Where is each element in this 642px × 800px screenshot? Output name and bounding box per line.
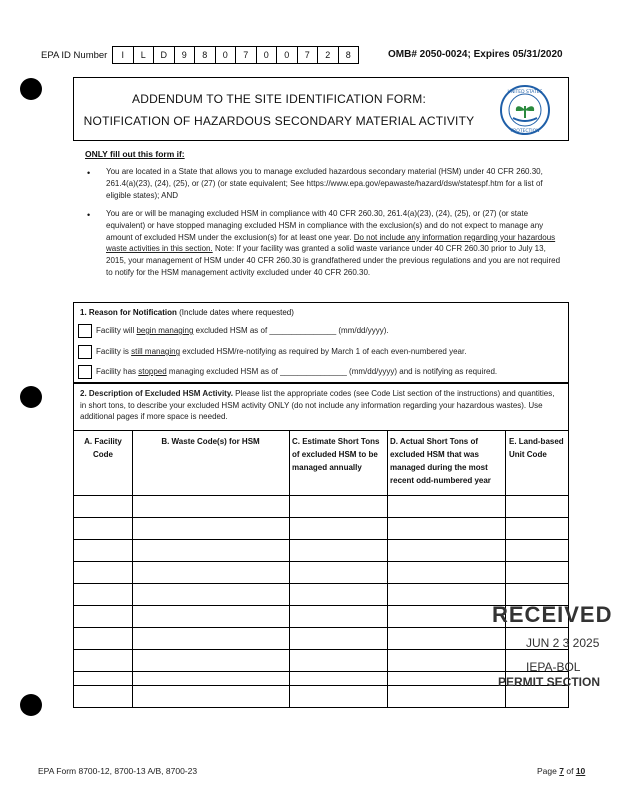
epa-id-char: 9 bbox=[175, 47, 196, 63]
epa-id-char: 7 bbox=[236, 47, 257, 63]
epa-id-char: L bbox=[134, 47, 155, 63]
instruction-bullet-1: You are located in a State that allows you to manage excluded hazardous secondary material (HSM) under 40 CFR 260.30, 261.4(a)(23), (24), (25), or (27) (or state equivalent; See https://www.epa.gov/epawaste/hazard/dsw/statespf.htm for a list of eligible states); AND bbox=[106, 167, 543, 200]
checkbox-stopped-managing[interactable] bbox=[78, 365, 92, 379]
epa-id-char: 8 bbox=[345, 50, 351, 60]
checkbox-begin-managing[interactable] bbox=[78, 324, 92, 338]
epa-seal-icon bbox=[499, 84, 551, 136]
form-number: EPA Form 8700-12, 8700-13 A/B, 8700-23 bbox=[38, 766, 198, 776]
option-stopped-managing-label: Facility has stopped managing excluded HSM as of _______________ (mm/dd/yyyy) and is notifying as required. bbox=[96, 367, 498, 376]
epa-id-char: 0 bbox=[277, 47, 298, 63]
section-hsm-activity bbox=[73, 382, 569, 708]
epa-id-char: 8 bbox=[195, 47, 216, 63]
col-header-actual-tons: D. Actual Short Tons of excluded HSM that was managed during the most recent odd-numbered year bbox=[390, 437, 491, 485]
title-line-1: ADDENDUM TO THE SITE IDENTIFICATION FORM: bbox=[132, 92, 426, 106]
stamp-received: RECEIVED bbox=[492, 602, 613, 627]
section-reason-for-notification bbox=[73, 302, 569, 384]
binder-hole-middle bbox=[20, 386, 42, 408]
instructions-heading: ONLY fill out this form if: bbox=[85, 149, 185, 159]
omb-number: OMB# 2050-0024; Expires 05/31/2020 bbox=[388, 49, 563, 60]
col-header-facility-code: A. Facility Code bbox=[84, 437, 122, 459]
epa-id-char: 0 bbox=[216, 47, 237, 63]
col-header-land-unit-code: E. Land-based Unit Code bbox=[509, 437, 564, 459]
binder-hole-bottom bbox=[20, 694, 42, 716]
bullet-icon: • bbox=[87, 168, 91, 178]
epa-id-char: 7 bbox=[298, 47, 319, 63]
epa-id-char: D bbox=[154, 47, 175, 63]
checkbox-still-managing[interactable] bbox=[78, 345, 92, 359]
epa-id-label: EPA ID Number bbox=[41, 50, 108, 61]
svg-text:PROTECTION: PROTECTION bbox=[510, 129, 540, 134]
epa-id-char: 2 bbox=[318, 47, 339, 63]
instruction-bullet-2: You are or will be managing excluded HSM in compliance with 40 CFR 260.30, 261.4(a)(23), (24), (25), or (27) (or state equivalent) or have stopped managing excluded HSM in compliance with the exclusion(s) and do not expect to manage any amount of excluded HSM under the exclusion(s) for at least one year. Do not include any information regarding your hazardous waste activities in this section. Note: If your facility was granted a solid waste variance under 40 CFR 260.30 prior to July 13, 2015, your management of HSM under 40 CFR 260.30 is grandfathered under the previous regulations and you are not required to notify for the HSM management activity excluded under 40 CFR 260.30. bbox=[106, 209, 561, 277]
title-box bbox=[73, 77, 569, 141]
stamp-section: PERMIT SECTION bbox=[498, 675, 601, 689]
col-header-waste-codes: B. Waste Code(s) for HSM bbox=[161, 437, 260, 446]
bullet-icon: • bbox=[87, 210, 91, 220]
svg-text:UNITED STATES: UNITED STATES bbox=[507, 90, 543, 95]
epa-id-number-boxes bbox=[112, 46, 359, 64]
stamp-date: JUN 2 3 2025 bbox=[526, 636, 600, 650]
section1-heading: 1. Reason for Notification (Include dates where requested) bbox=[80, 308, 294, 317]
section2-heading: 2. Description of Excluded HSM Activity. Please list the appropriate codes (see Code List section of the instructions) and quantities, in short tons, to describe your excluded HSM activity ONLY (do not include any information regarding your hazardous wastes). Use additional pages if more space is needed. bbox=[80, 389, 555, 421]
option-begin-managing-label: Facility will begin managing excluded HSM as of _______________ (mm/dd/yyyy). bbox=[96, 326, 389, 335]
col-header-estimate-tons: C. Estimate Short Tons of excluded HSM to be managed annually bbox=[292, 437, 380, 472]
binder-hole-top bbox=[20, 78, 42, 100]
title-line-2: NOTIFICATION OF HAZARDOUS SECONDARY MATERIAL ACTIVITY bbox=[83, 114, 475, 128]
option-still-managing-label: Facility is still managing excluded HSM/re-notifying as required by March 1 of each even-numbered year. bbox=[96, 347, 467, 356]
epa-id-char: I bbox=[113, 47, 134, 63]
stamp-agency: IEPA-BOL bbox=[526, 660, 581, 674]
epa-id-char: 0 bbox=[257, 47, 278, 63]
page-indicator: Page 7 of 10 bbox=[537, 766, 586, 776]
